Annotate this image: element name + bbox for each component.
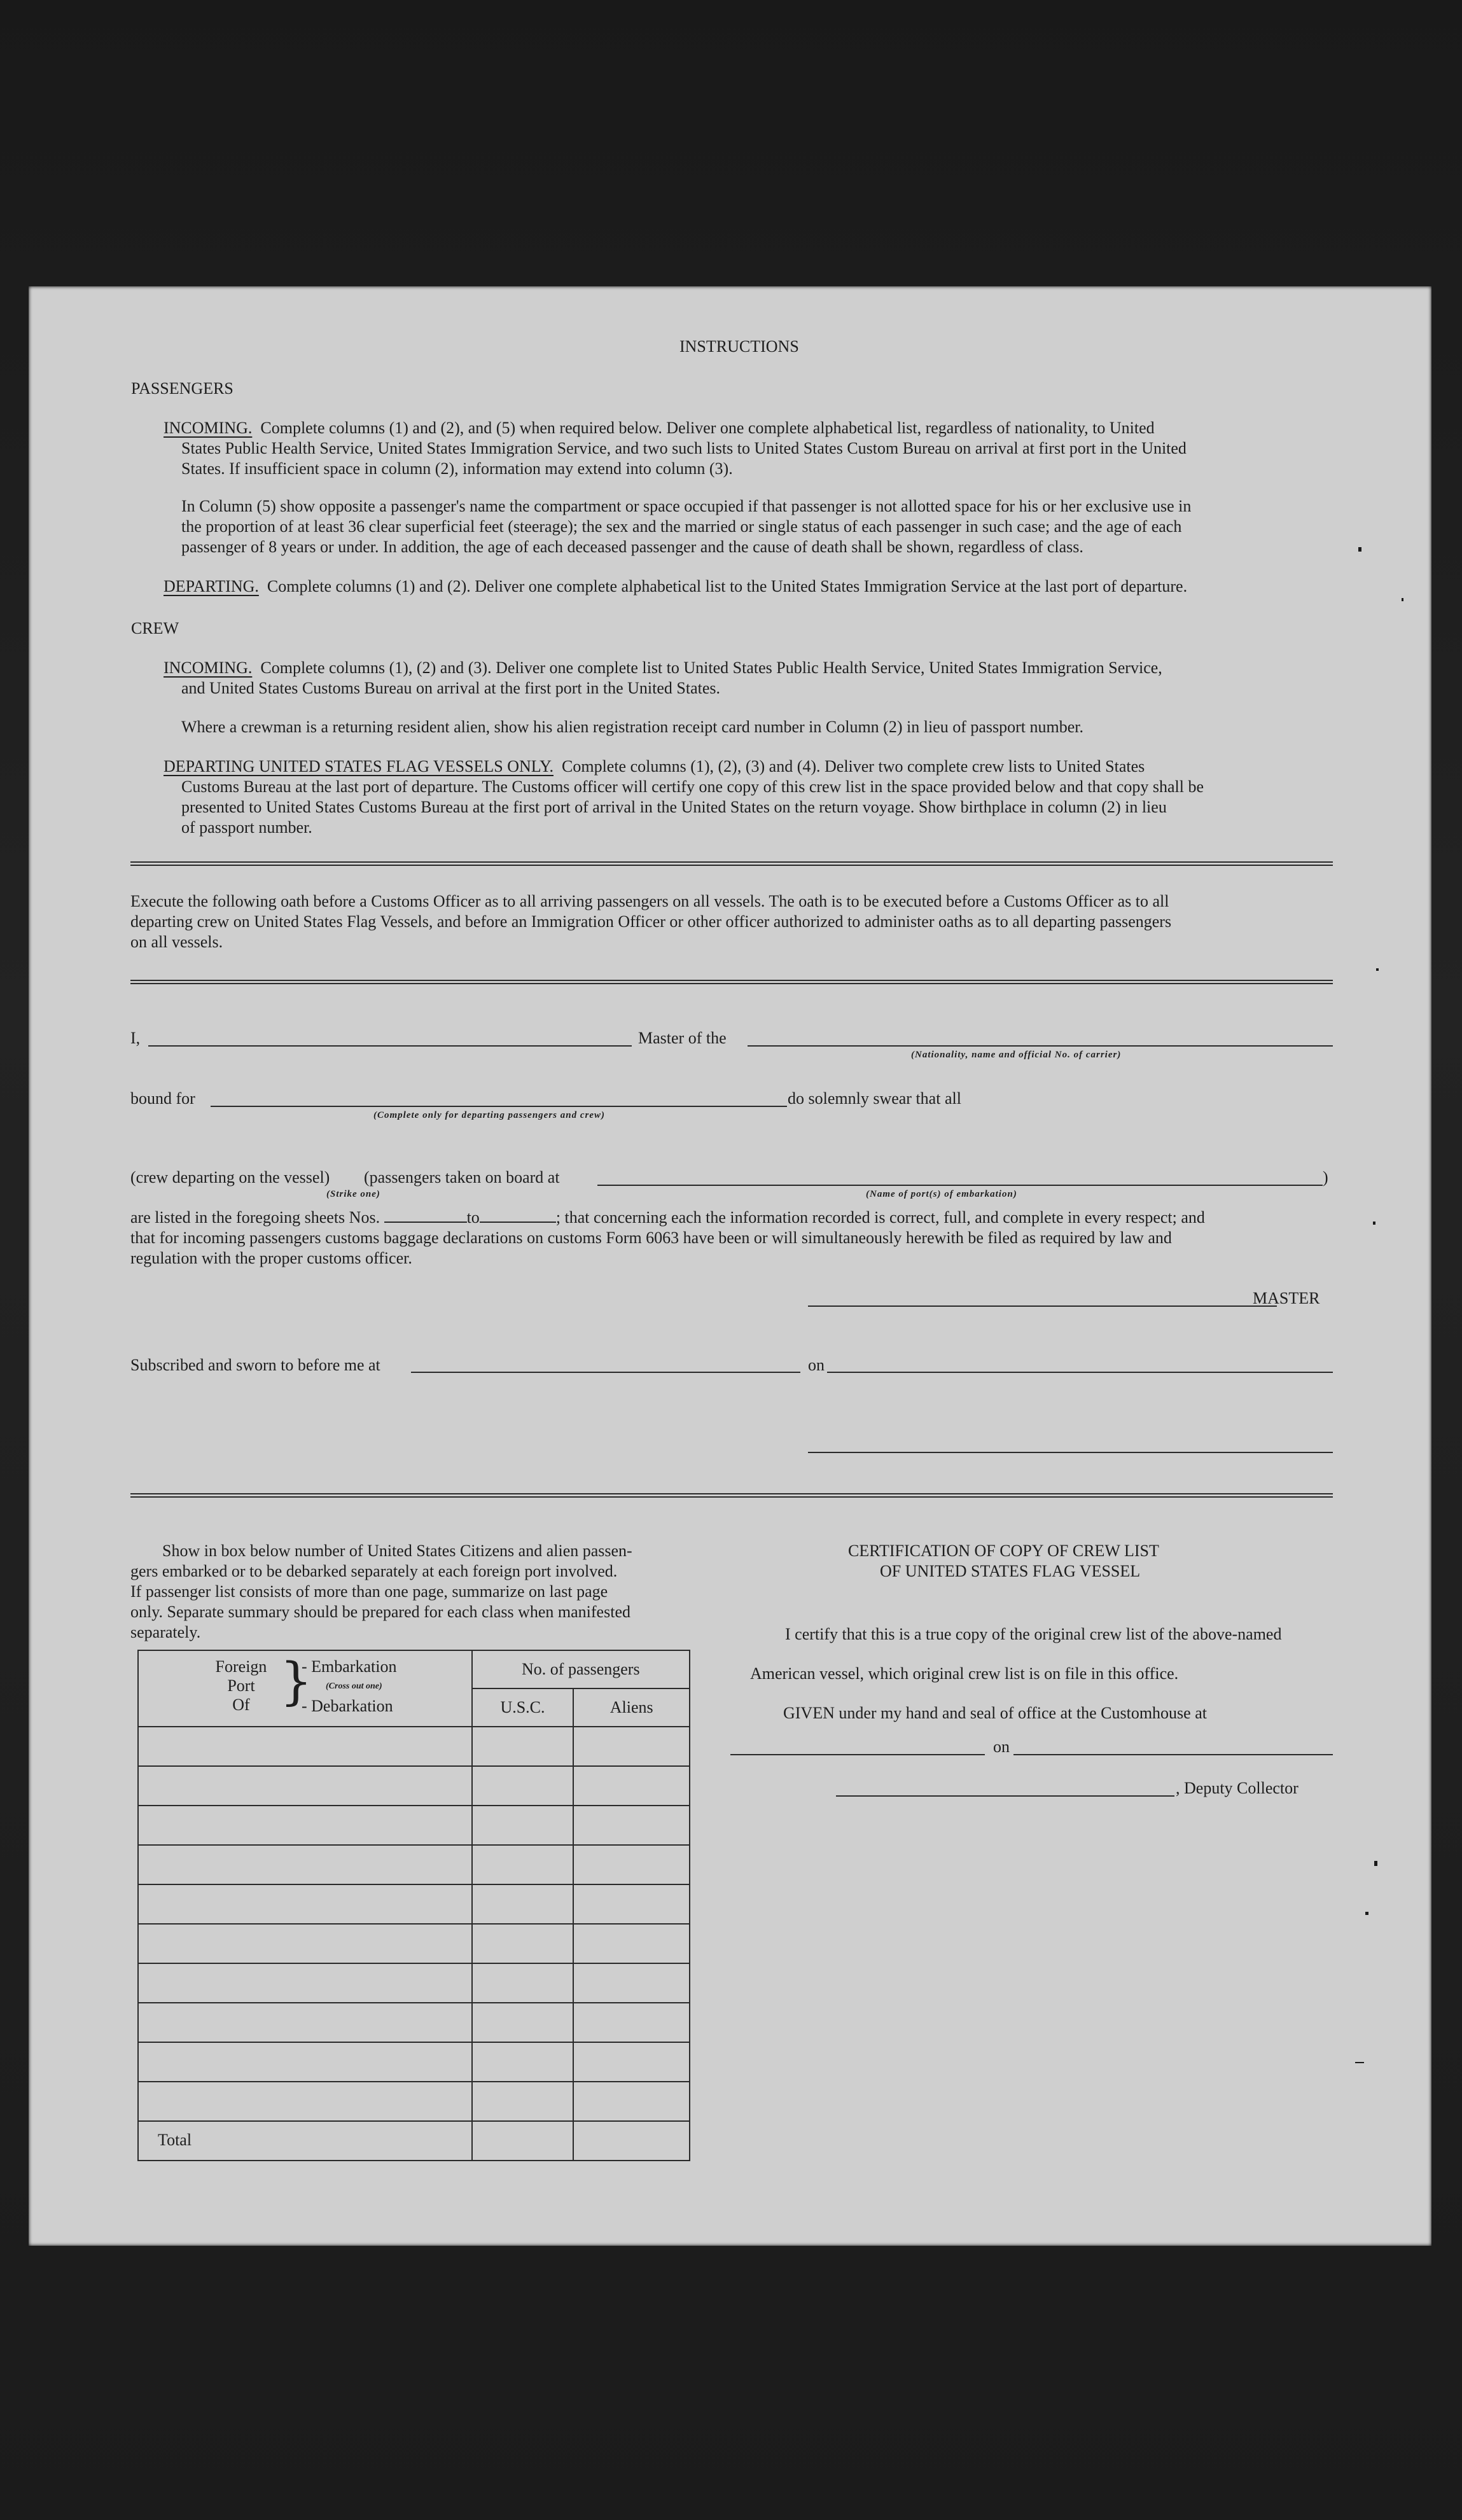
subscribed-place-field[interactable] [411,1372,800,1373]
subscribed-label: Subscribed and sworn to before me at [130,1356,380,1374]
port-cell[interactable] [138,1884,472,1924]
oath-intro-line2: departing crew on United States Flag Vessels, and before an Immigration Officer or other officer authorized to administer oaths as to all departing passengers [130,912,1172,931]
crew-incoming-label: INCOMING. [164,658,253,677]
total-row [138,2121,690,2161]
aliens-cell[interactable] [573,1845,690,1884]
strike-one-caption: (Strike one) [326,1189,380,1199]
crew-departing-line3: presented to United States Customs Bureau at the first port of arrival in the United States on the return voyage. Show birthplace in column (2) in lieu [181,798,1167,816]
crew-departing-line1 [164,756,1145,777]
total-label [138,2121,472,2161]
column5-line1: In Column (5) show opposite a passenger's name the compartment or space occupied if that passenger is not allotted space for his or her exclusive use in [181,497,1192,515]
aliens-cell[interactable] [573,1884,690,1924]
scan-speck [1365,1912,1368,1915]
passengers-heading: PASSENGERS [131,379,233,398]
summary-intro-line5: separately. [130,1623,201,1641]
oath-i-label: I, [130,1029,141,1047]
port-cell[interactable] [138,1806,472,1845]
crew-departing-line4: of passport number. [181,818,312,837]
crew-incoming-line1 [164,658,1162,678]
embarkation-label: - Embarkation [302,1657,397,1676]
usc-cell[interactable] [472,2082,574,2121]
form-page [29,286,1431,2246]
bound-for-label: bound for [130,1089,195,1108]
port-cell[interactable] [138,2042,472,2082]
passenger-summary-table [137,1650,690,2161]
table-row [138,1924,690,1963]
table-row [138,1884,690,1924]
passengers-incoming-line2: States Public Health Service, United States Immigration Service, and two such lists to United States Custom Bureau on arrival at first port in the United [181,439,1187,457]
port-cell[interactable] [138,2003,472,2042]
usc-cell[interactable] [472,1727,574,1766]
sheets-line2: that for incoming passengers customs baggage declarations on customs Form 6063 have been or will simultaneously herewith be filed as required by law and [130,1229,1172,1247]
no-of-passengers-header: No. of passengers [472,1650,690,1688]
scan-speck [1355,2062,1364,2063]
passengers-incoming-line1 [164,418,1155,438]
aliens-cell[interactable] [573,2082,690,2121]
foreign-label: Foreign [215,1657,267,1676]
crew-incoming-line2: and United States Customs Bureau on arrival at the first port in the United States. [181,679,721,697]
master-name-field[interactable] [148,1045,632,1047]
sheets-line3: regulation with the proper customs officer. [130,1249,412,1267]
swear-text: do solemnly swear that all [788,1089,961,1108]
embarkation-caption: (Name of port(s) of embarkation) [866,1189,1017,1199]
crew-heading: CREW [131,619,179,637]
port-cell[interactable] [138,1963,472,2003]
certification-on-label: on [993,1737,1010,1756]
port-cell[interactable] [138,1766,472,1806]
of-label: Of [232,1695,250,1714]
instructions-title: INSTRUCTIONS [679,337,799,356]
aliens-cell[interactable] [573,1806,690,1845]
aliens-cell[interactable] [573,1963,690,2003]
port-cell[interactable] [138,2082,472,2121]
passengers-departing-label: DEPARTING. [164,577,259,595]
summary-intro-line1: Show in box below number of United States Citizens and alien passen- [162,1542,632,1560]
passengers-taken-option: (passengers taken on board at [364,1168,560,1187]
passengers-incoming-label: INCOMING. [164,419,253,437]
carrier-field[interactable] [748,1045,1333,1047]
section-divider [130,861,1333,866]
crew-departing-line2: Customs Bureau at the last port of departure. The Customs officer will certify one copy of this crew list in the space provided below and that copy shall be [181,777,1204,796]
crew-incoming-text: Complete columns (1), (2) and (3). Deliver one complete list to United States Public Health Service, United States Immigration Service, [260,658,1162,677]
table-row [138,2003,690,2042]
subscribed-on-label: on [808,1356,825,1374]
sheet-from-field[interactable] [384,1208,467,1223]
table-row [138,1845,690,1884]
sheets-line [130,1208,1205,1228]
port-cell[interactable] [138,1845,472,1884]
column5-line3: passenger of 8 years or under. In addition, the age of each deceased passenger and the cause of death shall be shown, regardless of class. [181,538,1083,556]
scan-speck [1373,1222,1375,1225]
port-header-cell [138,1650,472,1727]
subscribed-date-field[interactable] [827,1372,1333,1373]
summary-intro-line3: If passenger list consists of more than one page, summarize on last page [130,1582,608,1601]
certification-title-line2: OF UNITED STATES FLAG VESSEL [880,1562,1141,1580]
table-row [138,1766,690,1806]
port-label: Port [227,1676,255,1695]
usc-cell[interactable] [472,1924,574,1963]
master-label: MASTER [1253,1289,1320,1307]
crew-departing-label: DEPARTING UNITED STATES FLAG VESSELS ONLY. [164,757,553,776]
bound-for-field[interactable] [211,1106,787,1107]
aliens-total-cell[interactable] [573,2121,690,2161]
aliens-header: Aliens [573,1688,690,1727]
deputy-collector-label: , Deputy Collector [1176,1779,1298,1797]
aliens-cell[interactable] [573,1924,690,1963]
certify-line1: I certify that this is a true copy of the original crew list of the above-named [785,1625,1282,1643]
column5-line2: the proportion of at least 36 clear superficial feet (steerage); the sex and the married or single status of each passenger in such case; and the age of each [181,517,1182,536]
usc-cell[interactable] [472,1884,574,1924]
scan-speck [1374,1861,1377,1866]
table-row [138,2042,690,2082]
usc-header: U.S.C. [472,1688,574,1727]
certify-line2: American vessel, which original crew list is on file in this office. [750,1664,1179,1683]
usc-cell[interactable] [472,1845,574,1884]
oath-intro-line3: on all vessels. [130,933,223,951]
crew-alien-text: Where a crewman is a returning resident alien, show his alien registration receipt card number in Column (2) in lieu of passport number. [181,718,1084,736]
certification-title-line1: CERTIFICATION OF COPY OF CREW LIST [848,1542,1159,1560]
section-divider [130,980,1333,984]
crew-departing-text: Complete columns (1), (2), (3) and (4). Deliver two complete crew lists to United States [562,757,1145,776]
embarkation-port-field[interactable] [597,1185,1323,1186]
oath-intro-line1: Execute the following oath before a Customs Officer as to all arriving passengers on all vessels. The oath is to be executed before a Customs Officer as to all [130,892,1169,910]
usc-total-cell[interactable] [472,2121,574,2161]
port-cell[interactable] [138,1924,472,1963]
table-row [138,2082,690,2121]
sheet-to-field[interactable] [480,1208,556,1223]
customhouse-place-field[interactable] [730,1754,985,1755]
table-row [138,1727,690,1766]
port-cell[interactable] [138,1727,472,1766]
usc-cell[interactable] [472,2003,574,2042]
scan-speck [1376,968,1379,971]
scan-speck [1402,598,1403,601]
master-signature-field[interactable] [808,1305,1277,1307]
sheets-suffix: ; that concerning each the information recorded is correct, full, and complete in every respect; and [555,1208,1205,1227]
close-paren: ) [1323,1168,1328,1187]
bound-caption: (Complete only for departing passengers and crew) [373,1110,605,1120]
total-text: Total [158,2131,192,2149]
passengers-incoming-line3: States. If insufficient space in column (2), information may extend into column (3). [181,459,733,478]
deputy-signature-field[interactable] [836,1795,1174,1797]
aliens-cell[interactable] [573,2003,690,2042]
section-divider [130,1493,1333,1498]
aliens-cell[interactable] [573,2042,690,2082]
debarkation-label: - Debarkation [302,1697,393,1715]
usc-cell[interactable] [472,1766,574,1806]
usc-cell[interactable] [472,2042,574,2082]
passengers-departing-text: Complete columns (1) and (2). Deliver one complete alphabetical list to the United States Immigration Service at the last port of departure. [267,577,1188,595]
table-row [138,1806,690,1845]
officer-signature-field[interactable] [808,1452,1333,1453]
master-of-the-label: Master of the [638,1029,727,1047]
scan-speck [1358,547,1361,552]
carrier-caption: (Nationality, name and official No. of carrier) [911,1050,1122,1060]
usc-cell[interactable] [472,1963,574,2003]
table-row [138,1963,690,2003]
brace-icon: } [280,1652,312,1711]
to-label: to [466,1208,480,1227]
sheets-prefix: are listed in the foregoing sheets Nos. [130,1208,380,1227]
passengers-incoming-text: Complete columns (1) and (2), and (5) when required below. Deliver one complete alphabetical list, regardless of nationality, to United [260,419,1155,437]
given-text: GIVEN under my hand and seal of office at the Customhouse at [783,1704,1207,1722]
passengers-departing [164,576,1187,597]
cross-out-caption: (Cross out one) [326,1681,382,1691]
usc-cell[interactable] [472,1806,574,1845]
crew-departing-option: (crew departing on the vessel) [130,1168,330,1187]
aliens-cell[interactable] [573,1766,690,1806]
aliens-cell[interactable] [573,1727,690,1766]
summary-intro-line2: gers embarked or to be debarked separately at each foreign port involved. [130,1562,618,1580]
certification-date-field[interactable] [1013,1754,1333,1755]
summary-intro-line4: only. Separate summary should be prepared for each class when manifested [130,1603,630,1621]
